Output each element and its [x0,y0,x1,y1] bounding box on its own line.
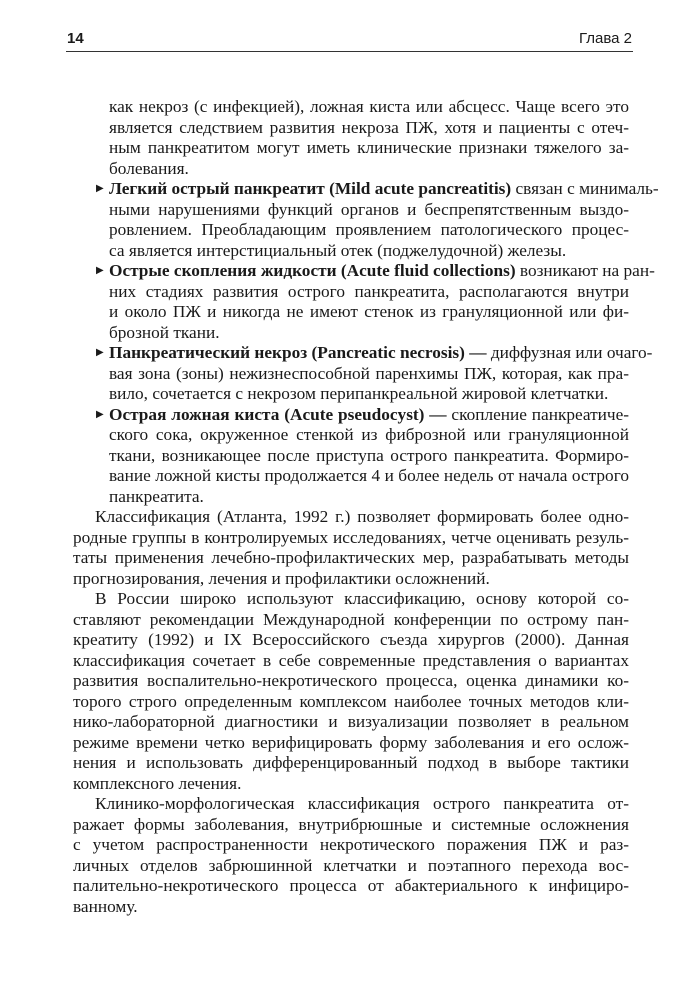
text-line: ным панкреатитом могут иметь клинические признаки тяжелого за- [109,138,629,157]
text-line: нико-лабораторной диагностики и визуализации позволяет в реальном [73,712,629,731]
text-line: режиме времени четко верифицировать форму заболевания и его ослож- [73,732,629,752]
text-line [96,404,630,426]
text-line [96,343,653,364]
paragraph [73,794,629,917]
bullet-item [73,179,659,261]
text-line: брозной ткани. [109,322,220,342]
header-rule [66,51,633,52]
text-line: прогнозирования, лечения и профилактики осложнений. [73,568,490,588]
text-line: палительно-некротического процесса от абактериального к инфициро- [73,876,629,895]
text-line: вило, сочетается с некрозом перипанкреальной жировой клетчатки. [109,384,609,403]
text-line: личных отделов забрюшинной клетчатки и поэтапного перехода вос- [73,855,629,875]
text-line: са является интерстициальный отек (поджелудочной) железы. [109,240,567,260]
term: Острые скопления жидкости (Acute fluid collections) [109,261,516,280]
text-line: болевания. [109,158,189,178]
term: Панкреатический некроз (Pancreatic necrosis) — [109,343,487,362]
chapter-title: Глава 2 [578,30,632,47]
text-line: Клинико-морфологическая классификация острого панкреатита от- [95,794,629,813]
text-line: торого строго определенным комплексом наиболее точных методов кли- [73,691,629,711]
definition-text: связан с минималь- [511,179,659,198]
paragraph [73,589,629,794]
page-body [73,97,659,917]
text-line: развития воспалительно-некротического процесса, оценка динамики ко- [73,671,629,690]
bullet-marker-icon: ▶ [96,347,104,358]
paragraph [73,97,629,179]
text-line: как некроз (с инфекцией), ложная киста или абсцесс. Чаще всего это [109,97,629,116]
text-line: панкреатита. [109,486,204,506]
text-line [96,261,655,282]
page-number: 14 [67,30,84,47]
definition-text: возникают на ран- [515,261,655,280]
bullet-item [73,405,629,508]
text-line: вая зона (зоны) нежизнеспособной паренхимы ПЖ, которая, как пра- [109,363,629,383]
text-line: ткани, возникающее после приступа острого панкреатита. Формиро- [109,445,629,465]
term: Легкий острый панкреатит (Mild acute pancreatitis) [109,179,512,198]
running-header [67,28,632,50]
text-line: них стадиях развития острого панкреатита, располагаются внутри [109,281,629,301]
text-line: комплексного лечения. [73,773,242,793]
text-line: В России широко используют классификацию, основу которой со- [95,589,629,608]
definition-text: диффузная или очаго- [486,343,653,362]
text-line: ского сока, окруженное стенкой из фиброзной или грануляционной [109,425,629,444]
text-line: Классификация (Атланта, 1992 г.) позволяет формировать более одно- [95,507,629,526]
text-line: креатиту (1992) и IX Всероссийского съезда хирургов (2000). Данная [73,630,629,649]
text-line: и около ПЖ и никогда не имеют стенок из грануляционной или фи- [109,302,629,321]
text-line [96,179,659,200]
text-line: с учетом распространенности некротического поражения ПЖ и раз- [73,835,629,854]
text-line: ставляют рекомендации Международной конференции по острому пан- [73,609,629,629]
text-line: ражает формы заболевания, внутрибрюшные и системные осложнения [73,814,629,834]
text-line: является следствием развития некроза ПЖ, хотя и пациенты с отеч- [109,117,629,137]
bullet-marker-icon: ▶ [96,408,104,420]
text-line: ровлением. Преобладающим проявлением патологического процес- [109,220,629,239]
text-line: ванному. [73,896,138,916]
bullet-marker-icon: ▶ [96,265,104,276]
text-line: нения и использовать дифференцированный подход в выборе тактики [73,753,629,772]
definition-text: скопление панкреатиче- [446,404,630,424]
text-line: ными нарушениями функций органов и беспрепятственным выздо- [109,199,629,219]
term: Острая ложная киста (Acute pseudocyst) — [109,404,447,424]
text-line: родные группы в контролируемых исследованиях, четче оценивать резуль- [73,527,629,547]
bullet-marker-icon: ▶ [96,183,104,194]
bullet-item [73,261,655,343]
text-line: таты применения лечебно-профилактических мер, разрабатывать методы [73,548,629,567]
bullet-item [73,343,653,405]
text-line: классификация сочетает в себе современные представления о вариантах [73,650,629,670]
paragraph [73,507,629,589]
text-line: вание ложной кисты продолжается 4 и более недель от начала острого [109,466,629,485]
